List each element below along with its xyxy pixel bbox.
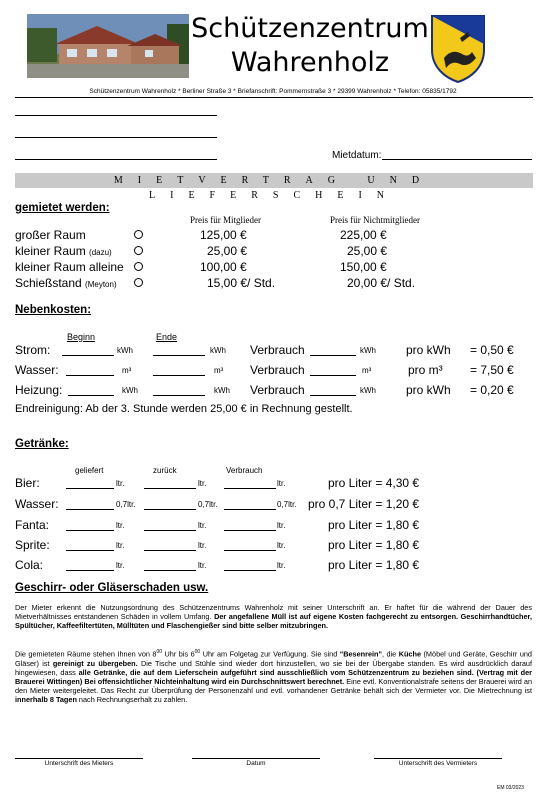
verbrauch-label: Verbrauch bbox=[250, 383, 305, 397]
unit-price: = 0,50 € bbox=[470, 343, 514, 357]
delivered-field[interactable] bbox=[66, 488, 114, 489]
unit-label: m³ bbox=[214, 366, 224, 375]
address-field-3[interactable] bbox=[15, 159, 217, 160]
room-nonmember-price: 25,00 € bbox=[347, 244, 388, 258]
rooms-heading: gemietet werden: bbox=[15, 202, 110, 214]
consumed-field[interactable] bbox=[224, 509, 276, 510]
room-row: kleiner Raum (dazu) bbox=[15, 244, 112, 258]
unit-price: = 0,20 € bbox=[470, 383, 514, 397]
utility-label: Heizung: bbox=[15, 383, 63, 397]
landlord-signature-field[interactable] bbox=[374, 758, 502, 759]
drink-unit-label: ltr. bbox=[277, 541, 286, 550]
terms-paragraph-1: Der Mieter erkennt die Nutzungsordnung des Schützenzentrums Wahrenholz mit seiner Unterschrift an. Er haftet für die während der Dauer des Mietverhältnisses entstandenen Schäden in vollem Umfang. Der angefallene Müll ist auf eigene Kosten fachgerecht zu entsorgen. Geschirrhandtücher, Spültücher, Kaffeefiltertüten, Mülltüten und Flaschengießer sind bitte selber mitzubringen. bbox=[15, 603, 532, 631]
drink-unit-label: ltr. bbox=[116, 541, 125, 550]
drink-unit-label: 0,7ltr. bbox=[116, 500, 136, 509]
room-row: kleiner Raum alleine bbox=[15, 260, 124, 274]
returned-field[interactable] bbox=[144, 570, 196, 571]
date-signature-label: Datum bbox=[246, 760, 266, 767]
per-unit-label: pro m³ bbox=[408, 363, 443, 377]
tenant-signature-field[interactable] bbox=[15, 758, 143, 759]
drink-label: Bier: bbox=[15, 476, 40, 490]
landlord-signature-label: Unterschrift des Vermieters bbox=[398, 760, 478, 767]
room-select-radio[interactable] bbox=[134, 278, 143, 287]
drink-label: Wasser: bbox=[15, 497, 59, 511]
drink-unit-label: ltr. bbox=[198, 561, 207, 570]
unit-label: m³ bbox=[122, 366, 132, 375]
consumed-field[interactable] bbox=[224, 550, 276, 551]
begin-field[interactable] bbox=[62, 355, 114, 356]
unit-price: = 7,50 € bbox=[470, 363, 514, 377]
begin-field[interactable] bbox=[66, 375, 114, 376]
unit-label: kWh bbox=[214, 386, 230, 395]
form-code: EM 03/2023 bbox=[497, 785, 524, 791]
drink-price: pro Liter = 4,30 € bbox=[328, 476, 420, 490]
returned-field[interactable] bbox=[144, 530, 196, 531]
drink-unit-label: ltr. bbox=[116, 521, 125, 530]
address-field-2[interactable] bbox=[15, 137, 217, 138]
delivered-field[interactable] bbox=[66, 509, 114, 510]
room-row: Schießstand (Meyton) bbox=[15, 276, 117, 290]
per-unit-label: pro kWh bbox=[406, 383, 451, 397]
verbrauch-label: Verbrauch bbox=[250, 363, 305, 377]
drink-unit-label: ltr. bbox=[277, 479, 286, 488]
begin-label: Beginn bbox=[67, 332, 96, 342]
end-label: Ende bbox=[156, 332, 178, 342]
consumed-field[interactable] bbox=[224, 488, 276, 489]
drink-unit-label: ltr. bbox=[198, 521, 207, 530]
drink-unit-label: ltr. bbox=[277, 561, 286, 570]
drink-price: pro Liter = 1,80 € bbox=[328, 518, 420, 532]
verbrauch-label: Verbrauch bbox=[250, 343, 305, 357]
drink-label: Fanta: bbox=[15, 518, 50, 532]
consumption-field[interactable] bbox=[310, 395, 356, 396]
drink-unit-label: ltr. bbox=[198, 479, 207, 488]
per-unit-label: pro kWh bbox=[406, 343, 451, 357]
drink-price: pro Liter = 1,80 € bbox=[328, 538, 420, 552]
returned-field[interactable] bbox=[144, 509, 196, 510]
room-nonmember-price: 150,00 € bbox=[340, 260, 387, 274]
end-field[interactable] bbox=[153, 395, 205, 396]
room-nonmember-price: 20,00 €/ Std. bbox=[347, 276, 416, 290]
drink-label: Cola: bbox=[15, 558, 44, 572]
utility-label: Wasser: bbox=[15, 363, 59, 377]
unit-label: kWh bbox=[122, 386, 138, 395]
members-price-header: Preis für Mitglieder bbox=[190, 215, 261, 225]
room-row: großer Raum bbox=[15, 228, 86, 242]
unit-label: kWh bbox=[360, 386, 376, 395]
room-nonmember-price: 225,00 € bbox=[340, 228, 387, 242]
unit-label: kWh bbox=[360, 346, 376, 355]
tenant-signature-label: Unterschrift des Mieters bbox=[44, 760, 114, 767]
unit-label: kWh bbox=[210, 346, 226, 355]
mietdatum-field[interactable] bbox=[382, 159, 532, 160]
header-rule bbox=[15, 97, 533, 98]
returned-field[interactable] bbox=[144, 488, 196, 489]
consumed-label: Verbrauch bbox=[226, 466, 263, 475]
consumed-field[interactable] bbox=[224, 530, 276, 531]
unit-label: m³ bbox=[362, 366, 372, 375]
delivered-field[interactable] bbox=[66, 530, 114, 531]
drink-price: pro Liter = 1,80 € bbox=[328, 558, 420, 572]
drink-unit-label: ltr. bbox=[198, 541, 207, 550]
address-line: Schützenzentrum Wahrenholz * Berliner Straße 3 * Briefanschrift: Pommernstraße 3 * 29399 Wahrenholz * Telefon: 05835/1792 bbox=[89, 88, 457, 95]
begin-field[interactable] bbox=[68, 395, 114, 396]
cleaning-note: Endreinigung: Ab der 3. Stunde werden 25,00 € in Rechnung gestellt. bbox=[15, 403, 353, 415]
drink-unit-label: ltr. bbox=[116, 479, 125, 488]
unit-label: kWh bbox=[117, 346, 133, 355]
form-title-banner: MIETVERTRAG UND LIEFERSCHEIN bbox=[15, 173, 533, 188]
end-field[interactable] bbox=[153, 375, 205, 376]
returned-field[interactable] bbox=[144, 550, 196, 551]
nonmembers-price-header: Preis für Nichtmitglieder bbox=[330, 215, 420, 225]
room-member-price: 25,00 € bbox=[207, 244, 248, 258]
address-field-1[interactable] bbox=[15, 115, 217, 116]
room-member-price: 125,00 € bbox=[200, 228, 247, 242]
drink-unit-label: 0,7ltr. bbox=[277, 500, 297, 509]
room-select-radio[interactable] bbox=[134, 246, 143, 255]
end-field[interactable] bbox=[153, 355, 205, 356]
drinks-heading: Getränke: bbox=[15, 438, 69, 450]
room-member-price: 15,00 €/ Std. bbox=[207, 276, 276, 290]
title-line-2: Wahrenholz bbox=[230, 47, 390, 78]
title-line-1: Schützenzentrum bbox=[191, 13, 429, 44]
terms-paragraph-2: Die gemieteten Räume stehen Ihnen von $8^{00}$ Uhr bis $6^{00}$ Uhr am Folgetag zur Verfügung. Sie sind "Besenrein", die Küche (Möbel und Geräte, Geschirr und Gläser) ist gereinigt zu übergeben. Die Tische und Stühle sind wieder dort hinzustellen, wo sie bei der Übergabe standen. Es wird ausdrücklich darauf hingewiesen, dass alle Getränke, die auf dem Lieferschein aufgeführt sind ausschließlich vom Schützenzentrum zu beziehen sind. (Vertrag mit der Brauerei Wittingen) Bei offensichtlicher Nichteinhaltung wird ein Durchschnittswert berechnet. Eine evtl. Konventionalstrafe seitens der Brauerei wird an den Mieter weitergeleitet. Das Recht zur Überprüfung der Personenzahl und evtl. vorhandener Getränke behält sich der Vermieter vor. Die Mietrechnung ist innerhalb 8 Tagen nach Rechnungserhalt zu zahlen. bbox=[15, 649, 533, 705]
drink-label: Sprite: bbox=[15, 538, 50, 552]
consumption-field[interactable] bbox=[310, 375, 356, 376]
delivered-field[interactable] bbox=[66, 550, 114, 551]
drink-unit-label: ltr. bbox=[116, 561, 125, 570]
consumed-field[interactable] bbox=[224, 570, 276, 571]
mietdatum-label: Mietdatum: bbox=[332, 150, 382, 161]
damage-heading: Geschirr- oder Gläserschaden usw. bbox=[15, 582, 209, 594]
utility-label: Strom: bbox=[15, 343, 51, 357]
returned-label: zurück bbox=[153, 466, 177, 475]
delivered-field[interactable] bbox=[66, 570, 114, 571]
consumption-field[interactable] bbox=[310, 355, 356, 356]
drink-unit-label: ltr. bbox=[277, 521, 286, 530]
nebenkosten-heading: Nebenkosten: bbox=[15, 304, 92, 316]
coat-of-arms-icon bbox=[430, 14, 486, 84]
room-select-radio[interactable] bbox=[134, 230, 143, 239]
room-member-price: 100,00 € bbox=[200, 260, 247, 274]
drink-unit-label: 0,7ltr. bbox=[198, 500, 218, 509]
drink-price: pro 0,7 Liter = 1,20 € bbox=[308, 497, 420, 511]
clubhouse-photo bbox=[27, 14, 189, 78]
room-select-radio[interactable] bbox=[134, 262, 143, 271]
delivered-label: geliefert bbox=[75, 466, 104, 475]
date-signature-field[interactable] bbox=[192, 758, 320, 759]
